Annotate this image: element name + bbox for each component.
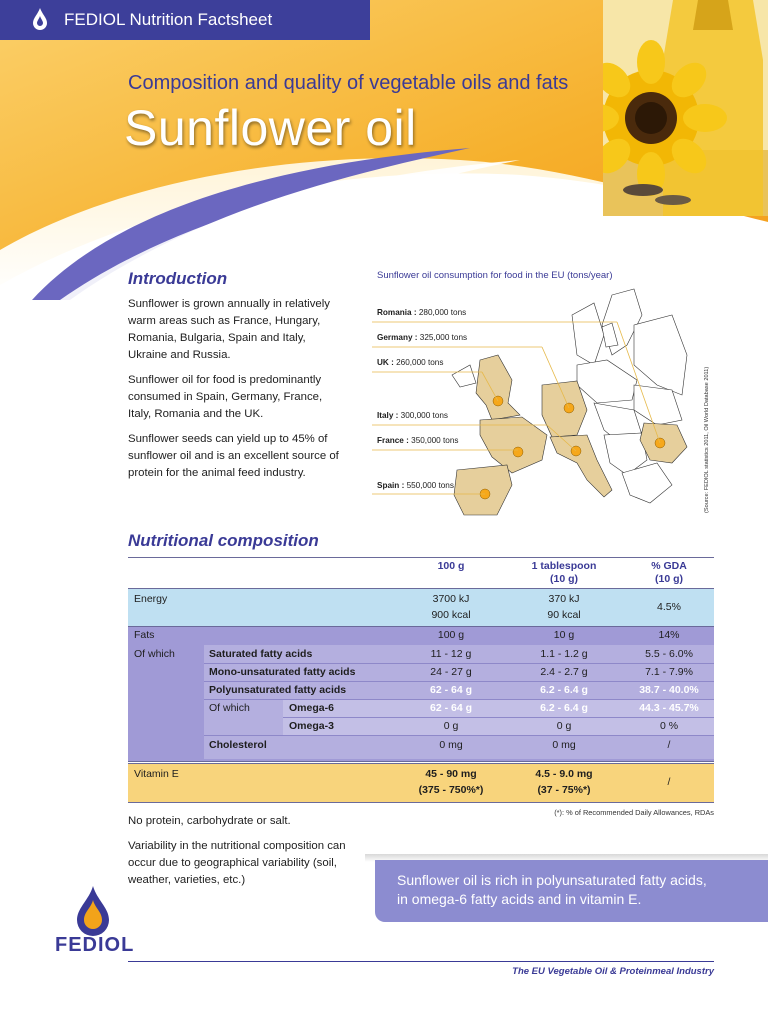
map-label-france (377, 435, 459, 447)
col-header-tablespoon (516, 560, 612, 586)
energy-100g-kj: 3700 kJ (432, 593, 470, 605)
row-label: Energy (134, 593, 168, 605)
fediol-logo-text: FEDIOL (55, 934, 135, 956)
row-label: Vitamin E (134, 768, 179, 780)
cell-gda: 14% (658, 629, 680, 641)
header-bar (0, 0, 370, 40)
vitamin-gda: / (667, 776, 671, 788)
map-label-spain (377, 480, 454, 492)
france-marker (513, 447, 523, 457)
map-label-value: 550,000 tons (406, 481, 454, 490)
footer-rule (128, 961, 714, 962)
cell-tbsp: 6.2 - 6.4 g (540, 684, 588, 696)
map-title: Sunflower oil consumption for food in the EU (tons/year) (377, 270, 613, 281)
cell-tbsp: 0 mg (552, 739, 576, 751)
cell-100g: 0 mg (439, 739, 463, 751)
cell-100g: 62 - 64 g (429, 702, 473, 714)
map-label-value: 325,000 tons (419, 333, 468, 342)
cell-tbsp: 0 g (556, 720, 572, 732)
table-row-energy (128, 588, 714, 627)
cell-gda: 44.3 - 45.7% (639, 702, 699, 714)
row-label-poly: Polyunsaturated fatty acids (209, 684, 347, 696)
energy-tbsp-kj: 370 kJ (548, 593, 580, 605)
factsheet-series-title: FEDIOL Nutrition Factsheet (64, 10, 273, 29)
cell-gda: 7.1 - 7.9% (645, 666, 693, 678)
eu-consumption-map (372, 285, 702, 520)
nutrition-heading: Nutritional composition (128, 531, 319, 550)
map-label-country: UK : (377, 358, 394, 367)
cell-gda: 5.5 - 6.0% (645, 648, 693, 660)
intro-paragraph: Sunflower oil for food is predominantly consumed in Spain, Germany, France, Italy, Romania and the UK. (128, 374, 323, 420)
vitamin-tbsp: 4.5 - 9.0 mg (535, 768, 593, 780)
rda-footnote: (*): % of Recommended Daily Allowances, RDAs (554, 808, 714, 817)
page-title: Sunflower oil (124, 100, 417, 156)
cell-gda: 38.7 - 40.0% (639, 684, 699, 696)
cell-tbsp: 6.2 - 6.4 g (540, 702, 588, 714)
cell-tbsp: 10 g (553, 629, 575, 641)
cell-100g: 11 - 12 g (430, 648, 472, 660)
col-header-line: (10 g) (654, 573, 683, 585)
cell-gda: / (667, 739, 671, 751)
row-label-mono: Mono-unsaturated fatty acids (209, 666, 356, 678)
cell-gda: 0 % (659, 720, 679, 732)
cell-tbsp: 1.1 - 1.2 g (540, 648, 588, 660)
page-subtitle: Composition and quality of vegetable oils and fats (128, 72, 569, 94)
vitamin-100g: 45 - 90 mg (425, 768, 477, 780)
map-label-uk (377, 357, 443, 369)
map-label-country: Romania : (377, 308, 417, 317)
cell-100g: 62 - 64 g (429, 684, 473, 696)
vitamin-tbsp-rda: (37 - 75%*) (537, 784, 591, 796)
row-label-omega6: Omega-6 (289, 702, 334, 714)
cell-100g: 100 g (437, 629, 465, 641)
row-rule (204, 735, 714, 736)
col-header-line: % GDA (651, 560, 687, 572)
cell-100g: 0 g (443, 720, 459, 732)
table-section-fats (128, 627, 714, 762)
drop-logo-icon (32, 8, 48, 30)
map-label-romania (377, 307, 466, 319)
row-label-of-which: Of which (134, 648, 175, 660)
cell-100g: 24 - 27 g (430, 666, 472, 678)
footer-tagline: The EU Vegetable Oil & Proteinmeal Industry (512, 966, 714, 977)
note-paragraph: No protein, carbohydrate or salt. (128, 815, 291, 827)
introduction-heading: Introduction (128, 269, 228, 288)
map-label-country: Spain : (377, 481, 405, 490)
map-label-value: 350,000 tons (411, 436, 459, 445)
callout-line: Sunflower oil is rich in polyunsaturated fatty acids, (397, 872, 707, 888)
map-source-note (698, 365, 712, 515)
map-source-text: (Source: FEDIOL statistics 2011, Oil World Database 2011) (704, 366, 710, 513)
map-label-value: 280,000 tons (418, 308, 467, 317)
introduction-text (128, 296, 348, 490)
map-label-country: France : (377, 436, 409, 445)
intro-paragraph: Sunflower seeds can yield up to 45% of sunflower oil and is an excellent source of protein for the animal feed industry. (128, 433, 339, 479)
map-label-germany (377, 332, 467, 344)
row-label-omega3: Omega-3 (289, 720, 334, 732)
note-paragraph: Variability in the nutritional composition can occur due to geographical variability (soil, weather, varieties, etc.) (128, 840, 346, 886)
row-label-saturated: Saturated fatty acids (209, 648, 313, 660)
row-label-cholesterol: Cholesterol (209, 739, 267, 751)
energy-100g-kcal: 900 kcal (431, 609, 471, 621)
table-row-vitamin-e (128, 763, 714, 803)
energy-tbsp-kcal: 90 kcal (547, 609, 581, 621)
callout-text (397, 871, 707, 909)
col-header-100g: 100 g (437, 560, 465, 572)
col-header-line: 1 tablespoon (531, 560, 597, 572)
vitamin-100g-rda: (375 - 750%*) (418, 784, 484, 796)
row-label-of-which-poly: Of which (209, 702, 250, 714)
intro-paragraph: Sunflower is grown annually in relatively warm areas such as France, Hungary, Romania, Bulgaria, Spain and Italy, Ukraine and Russia. (128, 298, 330, 361)
row-label-fats: Fats (134, 629, 155, 641)
col-header-line: (10 g) (549, 573, 578, 585)
map-label-value: 300,000 tons (400, 411, 449, 420)
map-label-country: Germany : (377, 333, 418, 342)
sunflower-oil-photo (603, 0, 768, 216)
hero-banner (0, 0, 768, 300)
map-label-italy (377, 410, 448, 422)
cell-tbsp: 2.4 - 2.7 g (540, 666, 588, 678)
nutrition-notes (128, 813, 368, 897)
summary-callout (375, 860, 768, 922)
map-label-value: 260,000 tons (396, 358, 444, 367)
energy-gda: 4.5% (657, 601, 681, 613)
table-top-rule (128, 557, 714, 558)
callout-line: in omega-6 fatty acids and in vitamin E. (397, 891, 642, 907)
col-header-gda (624, 560, 714, 586)
map-label-country: Italy : (377, 411, 399, 420)
